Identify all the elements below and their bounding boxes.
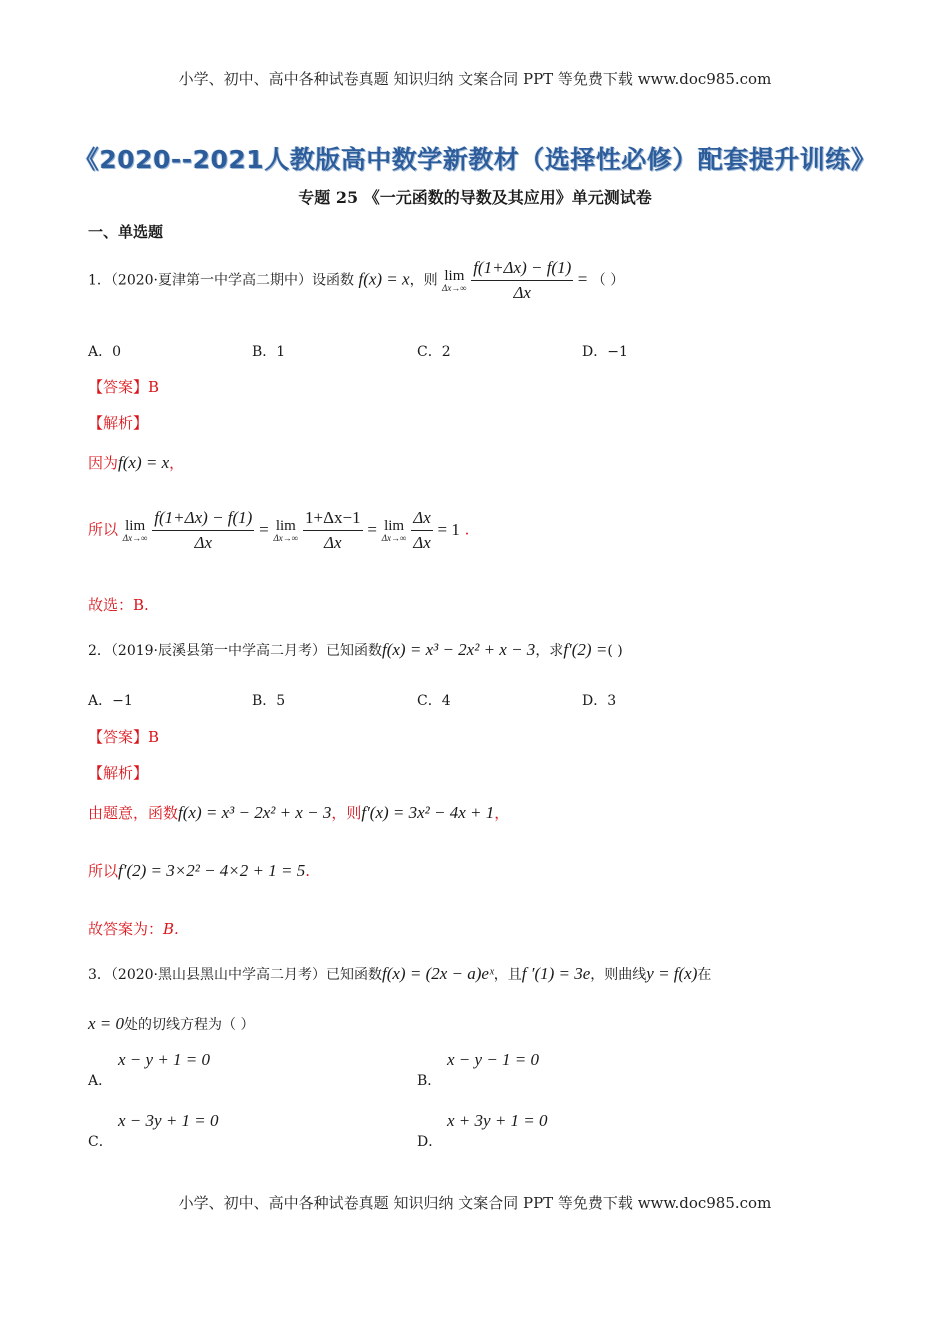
step-eq2: = (367, 519, 377, 539)
q1-frac-num: f(1+Δx) − f(1) (471, 258, 573, 281)
q1-limit (442, 269, 467, 293)
option-value: 1 (276, 344, 286, 360)
q1-number: 1． (88, 272, 111, 289)
q1-analysis-label: 【解析】 (88, 414, 149, 432)
q1-option-c (417, 341, 451, 361)
q3-option-b (417, 1050, 539, 1090)
q3-mid1: ，且 (493, 967, 522, 983)
q1-option-a (88, 341, 121, 361)
option-value: 5 (276, 693, 286, 709)
q2-func: f(x) = x³ − 2x² + x − 3 (382, 640, 536, 659)
q3-option-d (417, 1111, 548, 1151)
step3-den: Δx (413, 533, 431, 552)
step1-num: f(1+Δx) − f(1) (152, 508, 254, 531)
q2-paren: ( ) (607, 643, 623, 659)
question-3-line2 (88, 1014, 254, 1034)
page-header: 小学、初中、高中各种试卷真题 知识归纳 文案合同 PPT 等免费下载 www.doc985.com (178, 70, 772, 88)
option-value: 0 (112, 344, 122, 360)
q1-paren: （ ） (591, 272, 625, 289)
q1-dot: . (464, 520, 470, 539)
q2-line2-dot: . (305, 862, 310, 880)
q2-line2 (88, 860, 310, 881)
q2-analysis-label: 【解析】 (88, 764, 149, 782)
q1-option-d (582, 341, 628, 361)
q1-func: f(x) = x (358, 269, 410, 289)
step-result: = 1 (437, 519, 460, 539)
option-value: 3 (607, 693, 617, 709)
q2-option-d (582, 690, 616, 710)
q3-option-a (88, 1050, 210, 1090)
option-label: A． (88, 344, 113, 360)
sub-title: 专题 25 《一元函数的导数及其应用》单元测试卷 (298, 188, 652, 207)
option-value: x − y + 1 = 0 (118, 1050, 211, 1069)
q3-func: f(x) = (2x − a)eˣ (382, 964, 494, 983)
q1-because-tail: ， (169, 454, 185, 472)
q1-conclusion: 故选：B. (88, 596, 149, 614)
q2-line1-b: ，则 (331, 804, 362, 822)
step-eq1: = (259, 519, 269, 539)
q2-line1-deriv: f′(x) = 3x² − 4x + 1 (361, 803, 495, 822)
q2-mid: ，求 (535, 643, 564, 659)
option-label: D． (582, 693, 608, 709)
lim-sub: Δx→∞ (122, 532, 148, 543)
option-label: A． (88, 693, 113, 709)
q2-answer: 【答案】B (88, 728, 160, 746)
q3-number: 3． (88, 967, 111, 983)
option-value: x − y − 1 = 0 (447, 1050, 540, 1069)
lim-sub: Δx→∞ (273, 532, 299, 543)
q1-frac-den: Δx (513, 283, 531, 302)
section-heading: 一、单选题 (88, 223, 164, 241)
option-value: −1 (607, 344, 628, 360)
q1-answer: 【答案】B (88, 378, 160, 396)
q2-line1-func: f(x) = x³ − 2x² + x − 3 (178, 803, 332, 822)
option-label: B． (252, 344, 277, 360)
lim-word: lim (125, 517, 146, 534)
q2-line1-a: 由题意，函数 (88, 804, 179, 822)
option-value: −1 (112, 693, 133, 709)
q3-option-c (88, 1111, 219, 1151)
q2-option-c (417, 690, 451, 710)
step1-den: Δx (194, 533, 213, 552)
q2-source: （2019·辰溪县第一中学高二月考）已知函数 (110, 643, 382, 659)
option-label: A． (88, 1073, 113, 1089)
q2-conclusion-a: 故答案为： (88, 920, 164, 938)
q1-mid: ，则 (409, 272, 438, 289)
q1-derivation (88, 508, 469, 553)
q1-because-expr: f(x) = x (118, 453, 170, 472)
option-label: D． (582, 344, 608, 360)
q2-line1-c: ， (494, 804, 510, 822)
q1-tail: = (577, 269, 588, 289)
q1-fraction (471, 258, 573, 303)
option-value: x + 3y + 1 = 0 (447, 1111, 548, 1130)
q2-conclusion-b: B. (163, 920, 179, 938)
q1-lim-sub: Δx→∞ (442, 282, 467, 293)
q3-tail: 在 (697, 967, 712, 983)
q2-ask: f′(2) = (563, 640, 608, 659)
option-value: 2 (441, 344, 451, 360)
option-label: C． (88, 1134, 113, 1150)
main-title: 《2020--2021人教版高中数学新教材（选择性必修）配套提升训练》 (73, 145, 877, 174)
q3-cond: f ′(1) = 3e (521, 964, 591, 983)
step2-den: Δx (324, 533, 342, 552)
q3-source: （2020·黑山县黑山中学高二月考）已知函数 (110, 967, 382, 983)
question-1 (88, 258, 624, 303)
q2-option-b (252, 690, 285, 710)
q3-line2-expr: x = 0 (88, 1014, 125, 1033)
step2-num: 1+Δx−1 (303, 508, 363, 531)
q3-line2-text: 处的切线方程为（ ） (124, 1017, 255, 1033)
q1-so: 所以 (88, 520, 119, 539)
q1-lim-word: lim (444, 267, 465, 284)
option-label: B． (252, 693, 277, 709)
q2-option-a (88, 690, 133, 710)
step3-num: Δx (411, 508, 433, 531)
q1-because-line (88, 452, 184, 473)
q2-line1 (88, 802, 509, 823)
option-label: C． (417, 693, 442, 709)
q3-curve: y = f(x) (646, 964, 698, 983)
page-footer: 小学、初中、高中各种试卷真题 知识归纳 文案合同 PPT 等免费下载 www.doc985.com (178, 1194, 772, 1212)
option-value: x − 3y + 1 = 0 (118, 1111, 219, 1130)
lim-word: lim (275, 517, 296, 534)
option-label: C． (417, 344, 442, 360)
q1-option-b (252, 341, 285, 361)
q2-number: 2． (88, 643, 111, 659)
q1-because: 因为 (88, 454, 119, 472)
q2-line2-expr: f′(2) = 3×2² − 4×2 + 1 = 5 (118, 861, 306, 880)
lim-word: lim (384, 517, 405, 534)
lim-sub: Δx→∞ (381, 532, 407, 543)
q2-conclusion (88, 918, 179, 939)
q3-mid2: ，则曲线 (590, 967, 647, 983)
q1-source: （2020·夏津第一中学高二期中）设函数 (110, 272, 355, 289)
question-3 (88, 964, 711, 984)
option-value: 4 (441, 693, 451, 709)
option-label: B． (417, 1073, 442, 1089)
q2-line2-a: 所以 (88, 862, 119, 880)
question-2 (88, 640, 623, 660)
option-label: D． (417, 1134, 443, 1150)
